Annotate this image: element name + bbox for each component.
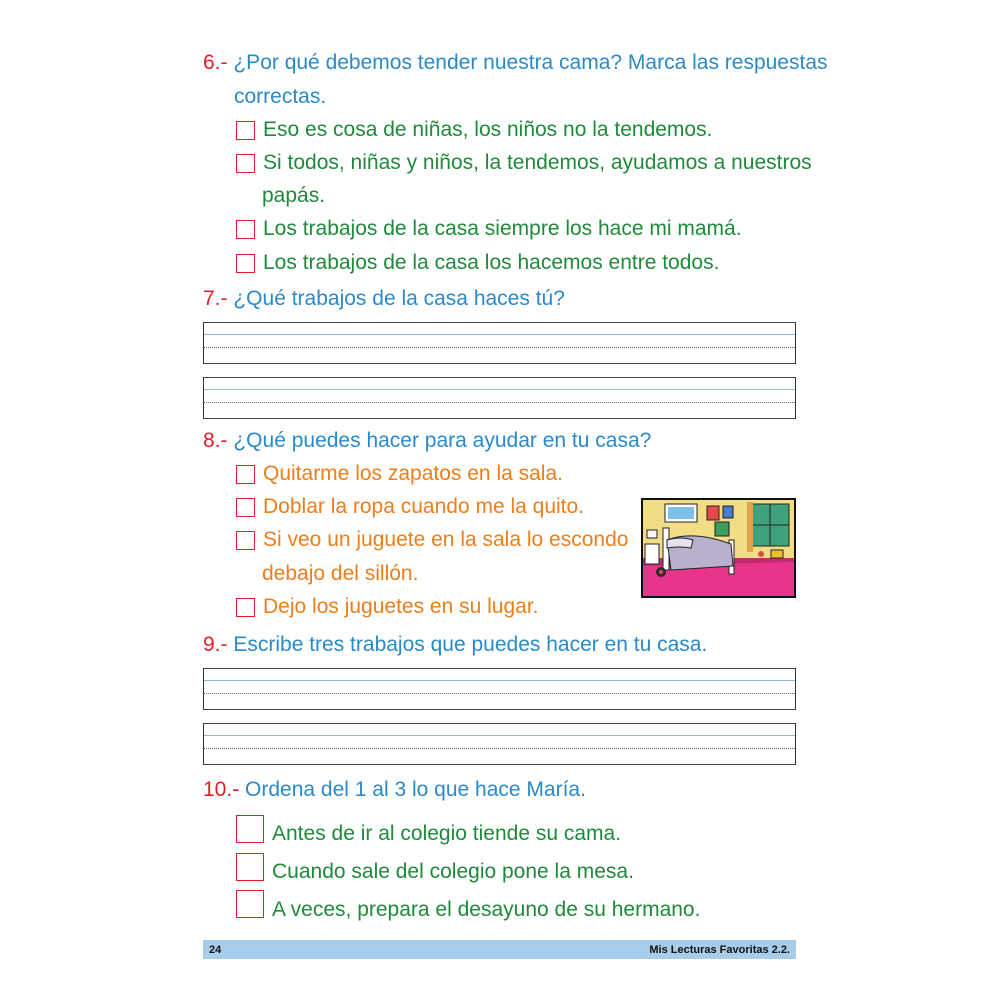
option-label: Doblar la ropa cuando me la quito. (263, 495, 585, 518)
checkbox[interactable] (236, 254, 255, 273)
option-label: Quitarme los zapatos en la sala. (263, 462, 563, 485)
q8-option-1[interactable] (236, 461, 563, 487)
checkbox[interactable] (236, 598, 255, 617)
q8-heading (203, 428, 651, 454)
q9-number: 9.- (203, 633, 228, 656)
q8-option-3-cont: debajo del sillón. (262, 562, 419, 585)
checkbox[interactable] (236, 154, 255, 173)
q6-option-2-cont: papás. (262, 184, 326, 207)
q8-number: 8.- (203, 429, 228, 452)
page-footer (203, 940, 796, 959)
q6-option-2[interactable] (236, 150, 812, 176)
q9-text: Escribe tres trabajos que puedes hacer en tu casa. (233, 633, 708, 656)
checkbox[interactable] (236, 531, 255, 550)
q10-item-1: Antes de ir al colegio tiende su cama. (272, 822, 622, 845)
checkbox[interactable] (236, 465, 255, 484)
q9-writing-line-1[interactable] (203, 668, 796, 710)
q6-option-3[interactable] (236, 216, 742, 242)
q6-number: 6.- (203, 51, 228, 74)
q10-order-box-1[interactable] (236, 815, 264, 843)
q6-heading (203, 50, 828, 76)
q8-option-2[interactable] (236, 494, 584, 520)
q6-text: ¿Por qué debemos tender nuestra cama? Marca las respuestas (233, 51, 828, 74)
option-label: Eso es cosa de niñas, los niños no la tendemos. (263, 118, 713, 141)
q7-writing-line-1[interactable] (203, 322, 796, 364)
q8-option-4[interactable] (236, 594, 539, 620)
q7-writing-line-2[interactable] (203, 377, 796, 419)
book-title: Mis Lecturas Favoritas 2.2. (649, 943, 790, 956)
q7-heading (203, 286, 565, 312)
q9-heading (203, 632, 707, 658)
q8-option-3[interactable] (236, 527, 628, 553)
page-number: 24 (209, 943, 222, 956)
option-label: Si todos, niñas y niños, la tendemos, ayudamos a nuestros (263, 151, 812, 174)
option-label: Dejo los juguetes en su lugar. (263, 595, 539, 618)
q10-order-box-2[interactable] (236, 853, 264, 881)
bedroom-icon (643, 500, 794, 596)
checkbox[interactable] (236, 220, 255, 239)
q7-text: ¿Qué trabajos de la casa haces tú? (233, 287, 565, 310)
q9-writing-line-2[interactable] (203, 723, 796, 765)
option-label: Los trabajos de la casa los hacemos entre todos. (263, 251, 720, 274)
option-label: Los trabajos de la casa siempre los hace mi mamá. (263, 217, 742, 240)
q10-item-3: A veces, prepara el desayuno de su hermano. (272, 898, 701, 921)
q10-text: Ordena del 1 al 3 lo que hace María. (245, 778, 586, 801)
q6-option-1[interactable] (236, 117, 712, 143)
q10-heading (203, 777, 586, 803)
option-label: Si veo un juguete en la sala lo escondo (263, 528, 629, 551)
q7-number: 7.- (203, 287, 228, 310)
bedroom-illustration (641, 498, 796, 598)
q10-order-box-3[interactable] (236, 890, 264, 918)
checkbox[interactable] (236, 498, 255, 517)
q10-item-2: Cuando sale del colegio pone la mesa. (272, 860, 634, 883)
checkbox[interactable] (236, 121, 255, 140)
q6-text-cont: correctas. (234, 85, 327, 108)
q8-text: ¿Qué puedes hacer para ayudar en tu casa? (233, 429, 652, 452)
q10-number: 10.- (203, 778, 240, 801)
q6-option-4[interactable] (236, 250, 719, 276)
